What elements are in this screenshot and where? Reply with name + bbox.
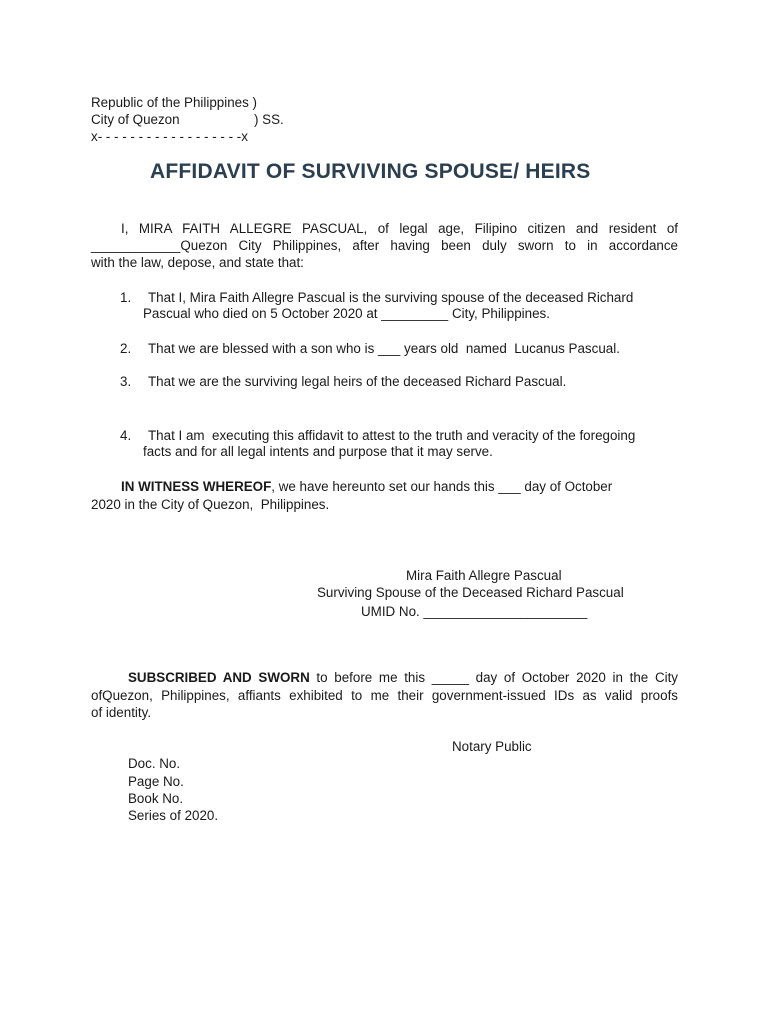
notary-public-label: Notary Public	[452, 739, 532, 754]
page-no: Page No.	[128, 774, 184, 789]
witness-bold: IN WITNESS WHEREOF	[121, 479, 272, 494]
item-text: That I, Mira Faith Allegre Pascual is the surviving spouse of the deceased Richard	[148, 290, 634, 305]
item-text: That I am executing this affidavit to attest to the truth and veracity of the foregoing	[148, 428, 636, 443]
signatory-role: Surviving Spouse of the Deceased Richard Pascual	[317, 585, 624, 600]
header-ss: ) SS.	[254, 112, 284, 127]
intro-line-3: with the law, depose, and state that:	[91, 255, 304, 270]
doc-no: Doc. No.	[128, 756, 181, 771]
item-number: 2.	[120, 341, 132, 356]
item-text: That we are the surviving legal heirs of the deceased Richard Pascual.	[148, 374, 567, 389]
witness-rest: , we have hereunto set our hands this ___ day of October	[271, 479, 613, 494]
witness-line-2: 2020 in the City of Quezon, Philippines.	[91, 497, 330, 512]
intro-line-1: I, MIRA FAITH ALLEGRE PASCUAL, of legal age, Filipino citizen and resident of	[121, 221, 678, 236]
book-no: Book No.	[128, 791, 184, 806]
item-text: That we are blessed with a son who is ___ years old named Lucanus Pascual.	[148, 341, 620, 356]
witness-line-1	[121, 478, 612, 495]
header-city: City of Quezon	[91, 112, 180, 127]
header-republic: Republic of the Philippines )	[91, 95, 257, 110]
signatory-name: Mira Faith Allegre Pascual	[406, 568, 562, 583]
subscribed-rest: to before me this _____ day of October 2020 in the City	[309, 670, 679, 685]
item-number: 1.	[120, 290, 132, 305]
umid-line: UMID No. ______________________	[361, 604, 588, 619]
item-number: 3.	[120, 374, 132, 389]
header-separator: x- - - - - - - - - - - - - - - - - -x	[91, 129, 248, 144]
series: Series of 2020.	[128, 808, 219, 823]
intro-line-2: ____________Quezon City Philippines, after having been duly sworn to in accordance	[91, 238, 678, 253]
subscribed-line-3: of identity.	[91, 705, 152, 720]
document-title: AFFIDAVIT OF SURVIVING SPOUSE/ HEIRS	[150, 160, 591, 183]
item-text: facts and for all legal intents and purpose that it may serve.	[143, 444, 493, 459]
subscribed-line-2: ofQuezon, Philippines, affiants exhibited to me their government-issued IDs as valid proofs	[91, 688, 678, 703]
subscribed-bold: SUBSCRIBED AND SWORN	[128, 670, 310, 685]
item-number: 4.	[120, 428, 132, 443]
item-text: Pascual who died on 5 October 2020 at _________ City, Philippines.	[143, 306, 550, 321]
subscribed-line-1	[91, 669, 678, 686]
